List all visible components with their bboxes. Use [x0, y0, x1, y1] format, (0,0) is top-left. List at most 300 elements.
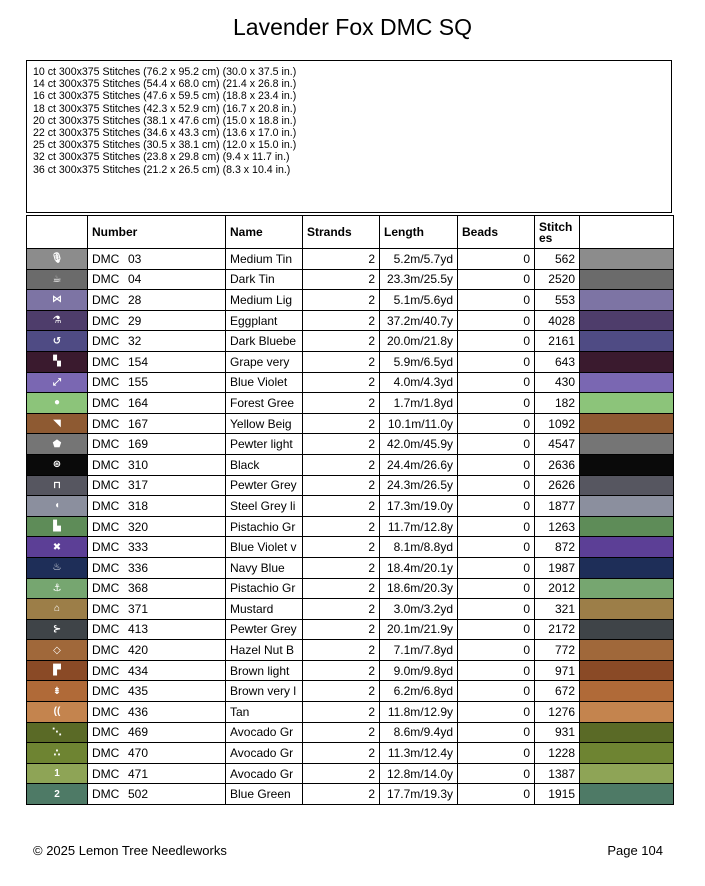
floss-code: 435 [128, 684, 149, 699]
floss-name: Yellow Beig [226, 413, 303, 434]
fabric-size-line: 18 ct 300x375 Stitches (42.3 x 52.9 cm) (16.7 x 20.8 in.) [33, 102, 297, 115]
table-row [27, 249, 674, 270]
table-row [27, 722, 674, 743]
floss-code: 333 [128, 540, 149, 555]
floss-code: 32 [128, 334, 142, 349]
floss-name: Pistachio Gr [226, 578, 303, 599]
header-color [580, 216, 674, 249]
floss-beads: 0 [458, 516, 535, 537]
floss-beads: 0 [458, 763, 535, 784]
floss-name: Brown light [226, 660, 303, 681]
floss-stitches: 1915 [535, 784, 580, 805]
floss-length: 4.0m/4.3yd [380, 372, 458, 393]
color-swatch [580, 249, 674, 270]
color-swatch [580, 331, 674, 352]
floss-code: 471 [128, 766, 149, 781]
fabric-size-line: 25 ct 300x375 Stitches (30.5 x 38.1 cm) (12.0 x 15.0 in.) [33, 139, 297, 152]
floss-number [88, 743, 226, 764]
floss-name: Avocado Gr [226, 743, 303, 764]
floss-length: 3.0m/3.2yd [380, 599, 458, 620]
symbol-icon: ⇟ [27, 681, 88, 702]
fabric-size-line: 20 ct 300x375 Stitches (38.1 x 47.6 cm) (15.0 x 18.8 in.) [33, 114, 297, 127]
floss-beads: 0 [458, 660, 535, 681]
floss-number [88, 578, 226, 599]
floss-length: 6.2m/6.8yd [380, 681, 458, 702]
floss-beads: 0 [458, 331, 535, 352]
floss-code: 167 [128, 416, 149, 431]
color-swatch [580, 290, 674, 311]
color-swatch [580, 599, 674, 620]
symbol-icon: ⋱ [27, 722, 88, 743]
floss-number [88, 351, 226, 372]
table-row [27, 454, 674, 475]
floss-length: 5.9m/6.5yd [380, 351, 458, 372]
header-name: Name [226, 216, 303, 249]
floss-beads: 0 [458, 537, 535, 558]
floss-brand: DMC [92, 375, 120, 390]
floss-name: Navy Blue [226, 557, 303, 578]
table-row [27, 619, 674, 640]
table-row [27, 702, 674, 723]
color-swatch [580, 310, 674, 331]
symbol-icon: ◖ [27, 496, 88, 517]
floss-code: 164 [128, 395, 149, 410]
floss-beads: 0 [458, 372, 535, 393]
floss-strands: 2 [303, 269, 380, 290]
floss-name: Hazel Nut B [226, 640, 303, 661]
table-row [27, 310, 674, 331]
page-title: Lavender Fox DMC SQ [232, 14, 473, 40]
symbol-icon: ⋈ [27, 290, 88, 311]
color-swatch [580, 516, 674, 537]
floss-length: 17.7m/19.3y [380, 784, 458, 805]
floss-brand: DMC [92, 663, 120, 678]
floss-strands: 2 [303, 722, 380, 743]
floss-name: Avocado Gr [226, 722, 303, 743]
table-row [27, 681, 674, 702]
floss-code: 169 [128, 437, 149, 452]
color-swatch [580, 619, 674, 640]
floss-number [88, 310, 226, 331]
floss-code: 03 [128, 251, 142, 266]
color-swatch [580, 372, 674, 393]
floss-brand: DMC [92, 416, 120, 431]
floss-name: Grape very [226, 351, 303, 372]
floss-stitches: 2626 [535, 475, 580, 496]
symbol-icon: 2 [27, 784, 88, 805]
table-row [27, 599, 674, 620]
symbol-icon: 🎙 [27, 249, 88, 270]
table-row [27, 413, 674, 434]
floss-number [88, 763, 226, 784]
table-row [27, 475, 674, 496]
floss-name: Pewter Grey [226, 475, 303, 496]
floss-brand: DMC [92, 746, 120, 761]
header-stitches: Stitch es [535, 216, 580, 249]
floss-brand: DMC [92, 684, 120, 699]
floss-stitches: 1263 [535, 516, 580, 537]
floss-length: 1.7m/1.8yd [380, 393, 458, 414]
symbol-icon: ● [27, 393, 88, 414]
floss-length: 24.4m/26.6y [380, 454, 458, 475]
floss-code: 317 [128, 478, 149, 493]
table-row [27, 640, 674, 661]
floss-stitches: 430 [535, 372, 580, 393]
floss-number [88, 269, 226, 290]
floss-stitches: 971 [535, 660, 580, 681]
color-swatch [580, 475, 674, 496]
header-beads: Beads [458, 216, 535, 249]
floss-length: 24.3m/26.5y [380, 475, 458, 496]
fabric-size-line: 36 ct 300x375 Stitches (21.2 x 26.5 cm) (8.3 x 10.4 in.) [33, 163, 291, 176]
floss-brand: DMC [92, 478, 120, 493]
floss-stitches: 562 [535, 249, 580, 270]
floss-code: 318 [128, 498, 149, 513]
color-swatch [580, 763, 674, 784]
floss-strands: 2 [303, 310, 380, 331]
floss-code: 420 [128, 643, 149, 658]
floss-brand: DMC [92, 498, 120, 513]
color-swatch [580, 722, 674, 743]
floss-number [88, 557, 226, 578]
table-row [27, 743, 674, 764]
floss-code: 371 [128, 601, 149, 616]
floss-name: Mustard [226, 599, 303, 620]
floss-strands: 2 [303, 290, 380, 311]
floss-strands: 2 [303, 537, 380, 558]
table-row [27, 351, 674, 372]
floss-brand: DMC [92, 437, 120, 452]
floss-code: 470 [128, 746, 149, 761]
floss-stitches: 643 [535, 351, 580, 372]
floss-brand: DMC [92, 519, 120, 534]
floss-strands: 2 [303, 454, 380, 475]
table-row [27, 372, 674, 393]
floss-beads: 0 [458, 681, 535, 702]
symbol-icon: ⌂ [27, 599, 88, 620]
floss-table [26, 215, 674, 805]
floss-number [88, 784, 226, 805]
floss-name: Forest Gree [226, 393, 303, 414]
color-swatch [580, 537, 674, 558]
floss-length: 12.8m/14.0y [380, 763, 458, 784]
floss-beads: 0 [458, 475, 535, 496]
floss-name: Avocado Gr [226, 763, 303, 784]
floss-number [88, 681, 226, 702]
floss-stitches: 4028 [535, 310, 580, 331]
floss-name: Pewter light [226, 434, 303, 455]
floss-strands: 2 [303, 434, 380, 455]
floss-strands: 2 [303, 784, 380, 805]
header-number: Number [88, 216, 226, 249]
floss-brand: DMC [92, 643, 120, 658]
floss-beads: 0 [458, 310, 535, 331]
floss-beads: 0 [458, 393, 535, 414]
floss-number [88, 249, 226, 270]
floss-stitches: 931 [535, 722, 580, 743]
floss-strands: 2 [303, 763, 380, 784]
symbol-icon: ⬟ [27, 434, 88, 455]
header-symbol [27, 216, 88, 249]
floss-code: 29 [128, 313, 142, 328]
symbol-icon: ⊛ [27, 454, 88, 475]
floss-beads: 0 [458, 269, 535, 290]
floss-length: 5.2m/5.7yd [380, 249, 458, 270]
floss-length: 5.1m/5.6yd [380, 290, 458, 311]
floss-name: Blue Green [226, 784, 303, 805]
color-swatch [580, 454, 674, 475]
table-row [27, 496, 674, 517]
floss-name: Dark Tin [226, 269, 303, 290]
floss-stitches: 672 [535, 681, 580, 702]
floss-strands: 2 [303, 351, 380, 372]
symbol-icon: ⚗ [27, 310, 88, 331]
floss-stitches: 1276 [535, 702, 580, 723]
floss-number [88, 393, 226, 414]
color-swatch [580, 393, 674, 414]
color-swatch [580, 434, 674, 455]
table-row [27, 434, 674, 455]
floss-strands: 2 [303, 578, 380, 599]
table-row [27, 516, 674, 537]
symbol-icon: ▙ [27, 516, 88, 537]
floss-number [88, 619, 226, 640]
floss-beads: 0 [458, 743, 535, 764]
table-row [27, 537, 674, 558]
floss-number [88, 496, 226, 517]
floss-code: 436 [128, 704, 149, 719]
floss-stitches: 2012 [535, 578, 580, 599]
fabric-sizes-box [26, 60, 672, 213]
floss-strands: 2 [303, 660, 380, 681]
table-header-row [27, 216, 674, 249]
floss-stitches: 772 [535, 640, 580, 661]
copyright-text: © 2025 Lemon Tree Needleworks [33, 843, 227, 858]
floss-stitches: 2520 [535, 269, 580, 290]
symbol-icon: ⊓ [27, 475, 88, 496]
floss-name: Pewter Grey [226, 619, 303, 640]
floss-brand: DMC [92, 560, 120, 575]
floss-stitches: 1987 [535, 557, 580, 578]
floss-name: Black [226, 454, 303, 475]
header-length: Length [380, 216, 458, 249]
floss-stitches: 1228 [535, 743, 580, 764]
floss-length: 7.1m/7.8yd [380, 640, 458, 661]
symbol-icon: ⚓ [27, 578, 88, 599]
floss-brand: DMC [92, 787, 120, 802]
floss-strands: 2 [303, 743, 380, 764]
color-swatch [580, 557, 674, 578]
floss-code: 320 [128, 519, 149, 534]
color-swatch [580, 269, 674, 290]
floss-strands: 2 [303, 557, 380, 578]
symbol-icon: ▛ [27, 660, 88, 681]
floss-brand: DMC [92, 292, 120, 307]
floss-name: Blue Violet v [226, 537, 303, 558]
table-row [27, 331, 674, 352]
floss-strands: 2 [303, 640, 380, 661]
floss-beads: 0 [458, 496, 535, 517]
floss-name: Pistachio Gr [226, 516, 303, 537]
floss-stitches: 1877 [535, 496, 580, 517]
floss-beads: 0 [458, 578, 535, 599]
floss-brand: DMC [92, 725, 120, 740]
floss-length: 20.1m/21.9y [380, 619, 458, 640]
table-row [27, 290, 674, 311]
floss-length: 8.6m/9.4yd [380, 722, 458, 743]
floss-beads: 0 [458, 722, 535, 743]
symbol-icon: ▚ [27, 351, 88, 372]
floss-number [88, 454, 226, 475]
floss-strands: 2 [303, 372, 380, 393]
table-row [27, 557, 674, 578]
floss-brand: DMC [92, 601, 120, 616]
floss-strands: 2 [303, 413, 380, 434]
fabric-size-line: 22 ct 300x375 Stitches (34.6 x 43.3 cm) (13.6 x 17.0 in.) [33, 127, 297, 140]
floss-strands: 2 [303, 331, 380, 352]
floss-beads: 0 [458, 454, 535, 475]
floss-brand: DMC [92, 457, 120, 472]
fabric-size-line: 10 ct 300x375 Stitches (76.2 x 95.2 cm) (30.0 x 37.5 in.) [33, 66, 297, 78]
floss-number [88, 516, 226, 537]
floss-strands: 2 [303, 516, 380, 537]
floss-brand: DMC [92, 766, 120, 781]
floss-brand: DMC [92, 334, 120, 349]
floss-code: 413 [128, 622, 149, 637]
floss-number [88, 722, 226, 743]
floss-stitches: 2172 [535, 619, 580, 640]
floss-number [88, 599, 226, 620]
symbol-icon: (( [27, 702, 88, 723]
floss-beads: 0 [458, 784, 535, 805]
fabric-size-line: 14 ct 300x375 Stitches (54.4 x 68.0 cm) (21.4 x 26.8 in.) [33, 78, 297, 91]
floss-stitches: 2161 [535, 331, 580, 352]
table-row [27, 393, 674, 414]
floss-beads: 0 [458, 619, 535, 640]
floss-length: 11.7m/12.8y [380, 516, 458, 537]
floss-length: 10.1m/11.0y [380, 413, 458, 434]
floss-beads: 0 [458, 640, 535, 661]
table-row [27, 763, 674, 784]
floss-beads: 0 [458, 351, 535, 372]
floss-number [88, 290, 226, 311]
color-swatch [580, 496, 674, 517]
color-swatch [580, 702, 674, 723]
floss-length: 17.3m/19.0y [380, 496, 458, 517]
table-row [27, 578, 674, 599]
floss-length: 18.6m/20.3y [380, 578, 458, 599]
floss-brand: DMC [92, 540, 120, 555]
symbol-icon: ☕ [27, 269, 88, 290]
floss-code: 28 [128, 292, 142, 307]
floss-length: 20.0m/21.8y [380, 331, 458, 352]
floss-stitches: 1387 [535, 763, 580, 784]
table-row [27, 660, 674, 681]
symbol-icon: ⤢ [27, 372, 88, 393]
floss-length: 18.4m/20.1y [380, 557, 458, 578]
floss-code: 155 [128, 375, 149, 390]
floss-brand: DMC [92, 704, 120, 719]
floss-stitches: 182 [535, 393, 580, 414]
floss-stitches: 2636 [535, 454, 580, 475]
floss-code: 310 [128, 457, 149, 472]
floss-name: Steel Grey li [226, 496, 303, 517]
floss-stitches: 553 [535, 290, 580, 311]
color-swatch [580, 351, 674, 372]
color-swatch [580, 681, 674, 702]
floss-number [88, 331, 226, 352]
floss-number [88, 702, 226, 723]
floss-code: 502 [128, 787, 149, 802]
floss-length: 11.8m/12.9y [380, 702, 458, 723]
floss-length: 23.3m/25.5y [380, 269, 458, 290]
floss-length: 8.1m/8.8yd [380, 537, 458, 558]
floss-code: 434 [128, 663, 149, 678]
floss-name: Medium Lig [226, 290, 303, 311]
floss-code: 469 [128, 725, 149, 740]
floss-brand: DMC [92, 251, 120, 266]
floss-beads: 0 [458, 599, 535, 620]
symbol-icon: ⊱ [27, 619, 88, 640]
color-swatch [580, 660, 674, 681]
floss-name: Eggplant [226, 310, 303, 331]
floss-length: 37.2m/40.7y [380, 310, 458, 331]
floss-beads: 0 [458, 413, 535, 434]
floss-name: Tan [226, 702, 303, 723]
floss-strands: 2 [303, 393, 380, 414]
floss-brand: DMC [92, 272, 120, 287]
floss-stitches: 321 [535, 599, 580, 620]
floss-brand: DMC [92, 313, 120, 328]
floss-name: Dark Bluebe [226, 331, 303, 352]
page-number: Page 104 [607, 843, 663, 858]
floss-length: 11.3m/12.4y [380, 743, 458, 764]
floss-brand: DMC [92, 581, 120, 596]
floss-length: 9.0m/9.8yd [380, 660, 458, 681]
floss-stitches: 872 [535, 537, 580, 558]
floss-strands: 2 [303, 619, 380, 640]
floss-strands: 2 [303, 599, 380, 620]
symbol-icon: ◥ [27, 413, 88, 434]
floss-number [88, 413, 226, 434]
floss-stitches: 1092 [535, 413, 580, 434]
floss-beads: 0 [458, 434, 535, 455]
floss-code: 154 [128, 354, 149, 369]
symbol-icon: ♨ [27, 557, 88, 578]
floss-name: Blue Violet [226, 372, 303, 393]
floss-number [88, 372, 226, 393]
floss-number [88, 640, 226, 661]
color-swatch [580, 784, 674, 805]
color-swatch [580, 578, 674, 599]
floss-code: 04 [128, 272, 142, 287]
floss-strands: 2 [303, 475, 380, 496]
color-swatch [580, 743, 674, 764]
floss-number [88, 475, 226, 496]
floss-name: Medium Tin [226, 249, 303, 270]
header-strands: Strands [303, 216, 380, 249]
floss-beads: 0 [458, 249, 535, 270]
symbol-icon: ↺ [27, 331, 88, 352]
floss-code: 336 [128, 560, 149, 575]
floss-number [88, 537, 226, 558]
color-swatch [580, 413, 674, 434]
table-row [27, 269, 674, 290]
floss-stitches: 4547 [535, 434, 580, 455]
floss-beads: 0 [458, 702, 535, 723]
symbol-icon: ◇ [27, 640, 88, 661]
floss-number [88, 660, 226, 681]
